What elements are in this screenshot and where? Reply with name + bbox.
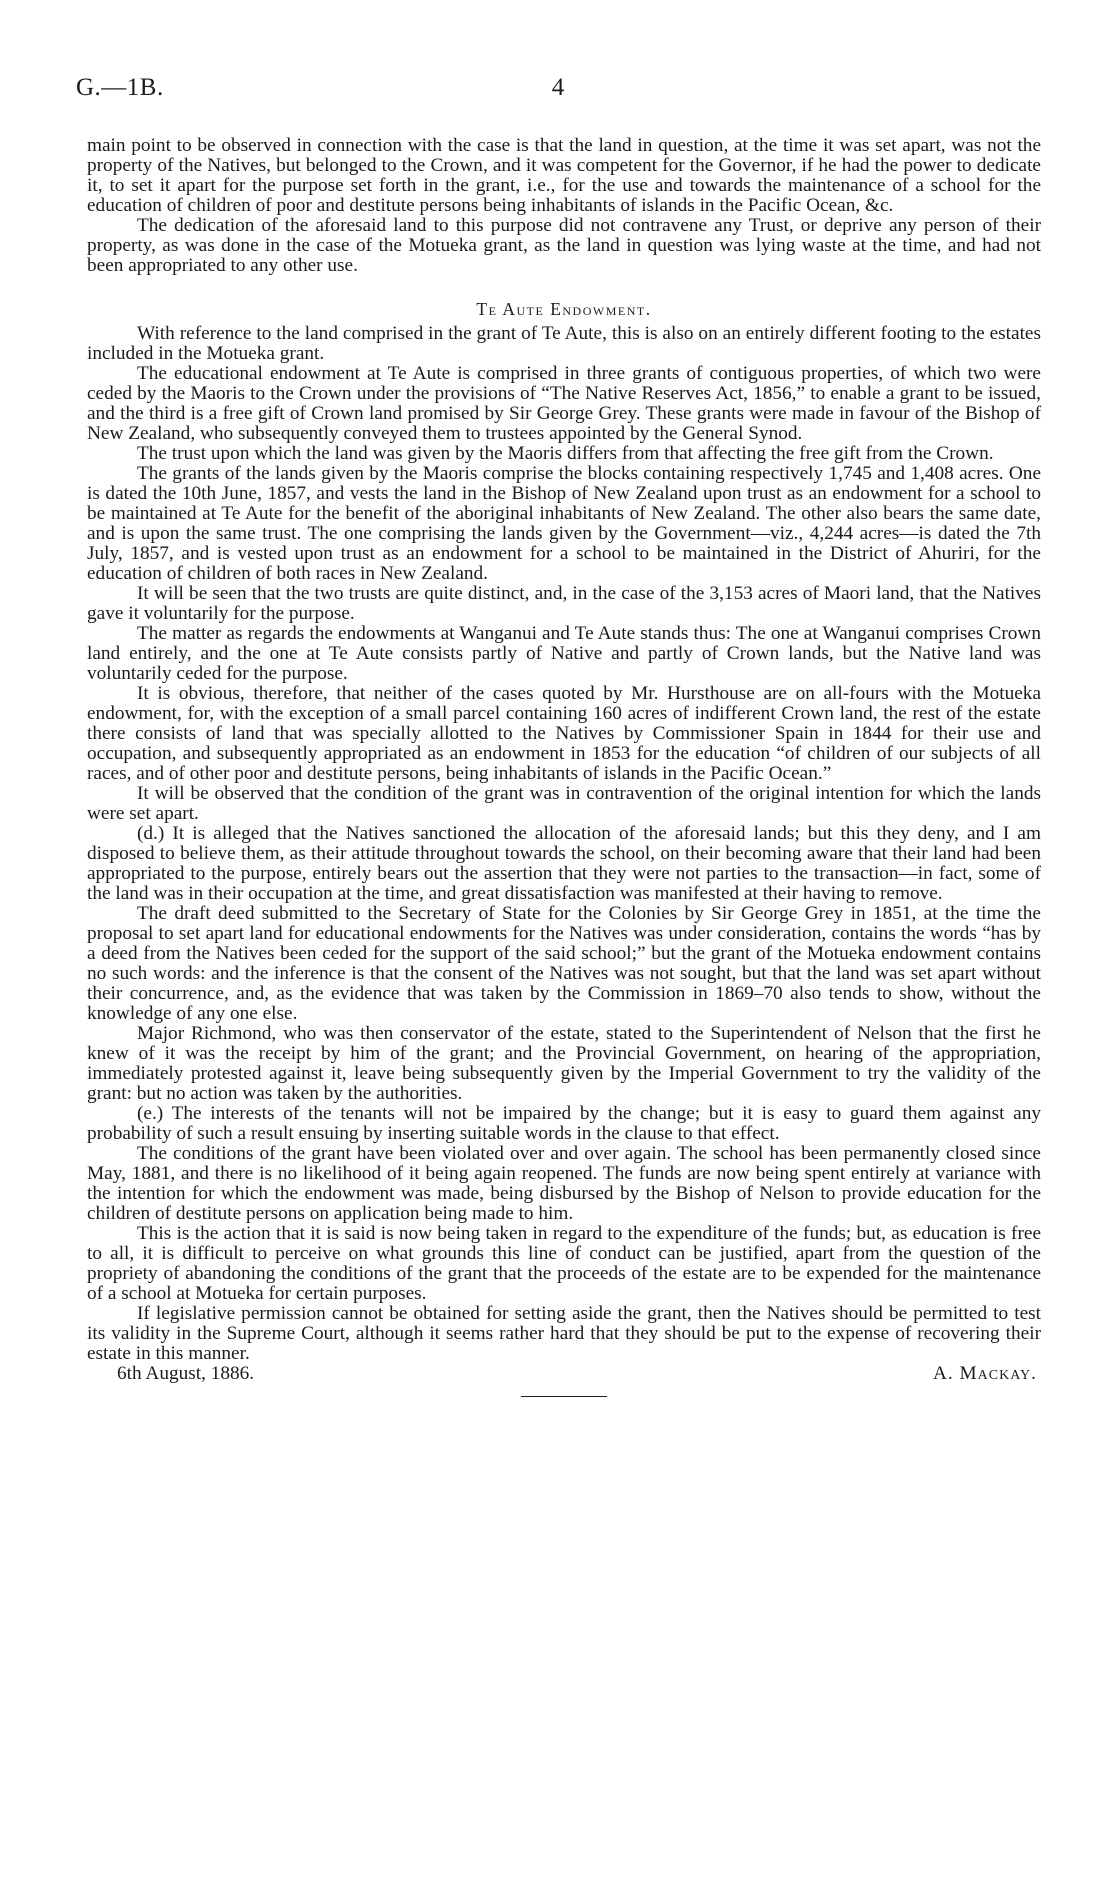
signature-date: 6th August, 1886. [117,1363,255,1384]
page-number: 4 [551,74,565,101]
paragraph: The matter as regards the endowments at Wanganui and Te Aute stands thus: The one at Wanganui comprises Crown land entirely, and the one at Te Aute consists partly of Native and partly of Crown lands, but the Native land was voluntarily ceded for the purpose. [87,623,1041,684]
paragraph: This is the action that it is said is now being taken in regard to the expenditure of the funds; but, as education is free to all, it is difficult to perceive on what grounds this line of conduct can be justified, apart from the question of the propriety of abandoning the conditions of the grant that the proceeds of the estate are to be expended for the maintenance of a school at Motueka for certain purposes. [87,1223,1041,1304]
paragraph: (e.) The interests of the tenants will not be impaired by the change; but it is easy to guard them against any probability of such a result ensuing by inserting suitable words in the clause to that effect. [87,1103,1041,1144]
document-body [87,136,1041,1397]
paragraph: With reference to the land comprised in the grant of Te Aute, this is also on an entirely different footing to the estates included in the Motueka grant. [87,323,1041,364]
paragraph: The conditions of the grant have been violated over and over again. The school has been permanently closed since May, 1881, and there is no likelihood of it being again reopened. The funds are now being spent entirely at variance with the intention for which the endowment was made, being disbursed by the Bishop of Nelson to provide education for the children of destitute persons on application being made to him. [87,1143,1041,1224]
paragraph: The dedication of the aforesaid land to this purpose did not contravene any Trust, or deprive any person of their property, as was done in the case of the Motueka grant, as the land in question was lying waste at the time, and had not been appropriated to any other use. [87,215,1041,276]
paragraph: The grants of the lands given by the Maoris comprise the blocks containing respectively 1,745 and 1,408 acres. One is dated the 10th June, 1857, and vests the land in the Bishop of New Zealand upon trust as an endowment for a school to be maintained at Te Aute for the benefit of the aboriginal inhabitants of New Zealand. The other also bears the same date, and is upon the same trust. The one comprising the lands given by the Government—viz., 4,244 acres—is dated the 7th July, 1857, and is vested upon trust as an endowment for a school to be maintained in the District of Ahuriri, for the education of children of both races in New Zealand. [87,463,1041,584]
paragraph: It will be observed that the condition of the grant was in contravention of the original intention for which the lands were set apart. [87,783,1041,824]
signature-block [87,1364,1041,1386]
closing-rule [521,1396,607,1397]
signature-author: A. Mackay. [932,1363,1037,1384]
paragraph: Major Richmond, who was then conservator of the estate, stated to the Superintendent of Nelson that the first he knew of it was the receipt by him of the grant; and the Provincial Government, on hearing of the appropriation, immediately protested against it, leave being subsequently given by the Imperial Government to try the validity of the grant: but no action was taken by the authorities. [87,1023,1041,1104]
section-heading: Te Aute Endowment. [476,299,652,319]
paragraph: It is obvious, therefore, that neither of the cases quoted by Mr. Hursthouse are on all-fours with the Motueka endowment, for, with the exception of a small parcel containing 160 acres of indifferent Crown land, the rest of the estate there consists of land that was specially allotted to the Natives by Commissioner Spain in 1844 for their use and occupation, and subsequently appropriated as an endowment in 1853 for the education “of children of our subjects of all races, and of other poor and destitute persons, being inhabitants of islands in the Pacific Ocean.” [87,683,1041,784]
paragraph: The draft deed submitted to the Secretary of State for the Colonies by Sir George Grey in 1851, at the time the proposal to set apart land for educational endowments for the Natives was under consideration, contains the words “has by a deed from the Natives been ceded for the support of the said school;” but the grant of the Motueka endowment contains no such words: and the inference is that the consent of the Natives was not sought, but that the land was set apart without their concurrence, and, as the evidence that was taken by the Commission in 1869–70 also tends to show, without the knowledge of any one else. [87,903,1041,1024]
paragraph: If legislative permission cannot be obtained for setting aside the grant, then the Natives should be permitted to test its validity in the Supreme Court, although it seems rather hard that they should be put to the expense of recovering their estate in this manner. [87,1303,1041,1364]
paragraph: The trust upon which the land was given by the Maoris differs from that affecting the free gift from the Crown. [137,443,994,464]
paragraph: It will be seen that the two trusts are quite distinct, and, in the case of the 3,153 acres of Maori land, that the Natives gave it voluntarily for the purpose. [87,583,1041,624]
paragraph: (d.) It is alleged that the Natives sanctioned the allocation of the aforesaid lands; but this they deny, and I am disposed to believe them, as their attitude throughout towards the school, on their becoming aware that their land had been appropriated to the purpose, entirely bears out the assertion that they were not parties to the transaction—in fact, some of the land was in their occupation at the time, and great dissatisfaction was manifested at their having to remove. [87,823,1041,904]
page-header [76,74,1040,104]
paragraph: The educational endowment at Te Aute is comprised in three grants of contiguous properties, of which two were ceded by the Maoris to the Crown under the provisions of “The Native Reserves Act, 1856,” to enable a grant to be issued, and the third is a free gift of Crown land promised by Sir George Grey. These grants were made in favour of the Bishop of New Zealand, who subsequently conveyed them to trustees appointed by the General Synod. [87,363,1041,444]
document-reference: G.—1B. [76,74,164,101]
paragraph: main point to be observed in connection with the case is that the land in question, at the time it was set apart, was not the property of the Natives, but belonged to the Crown, and it was competent for the Governor, if he had the power to dedicate it, to set it apart for the purpose set forth in the grant, i.e., for the use and towards the maintenance of a school for the education of children of poor and destitute persons being inhabitants of islands in the Pacific Ocean, &c. [87,135,1041,216]
